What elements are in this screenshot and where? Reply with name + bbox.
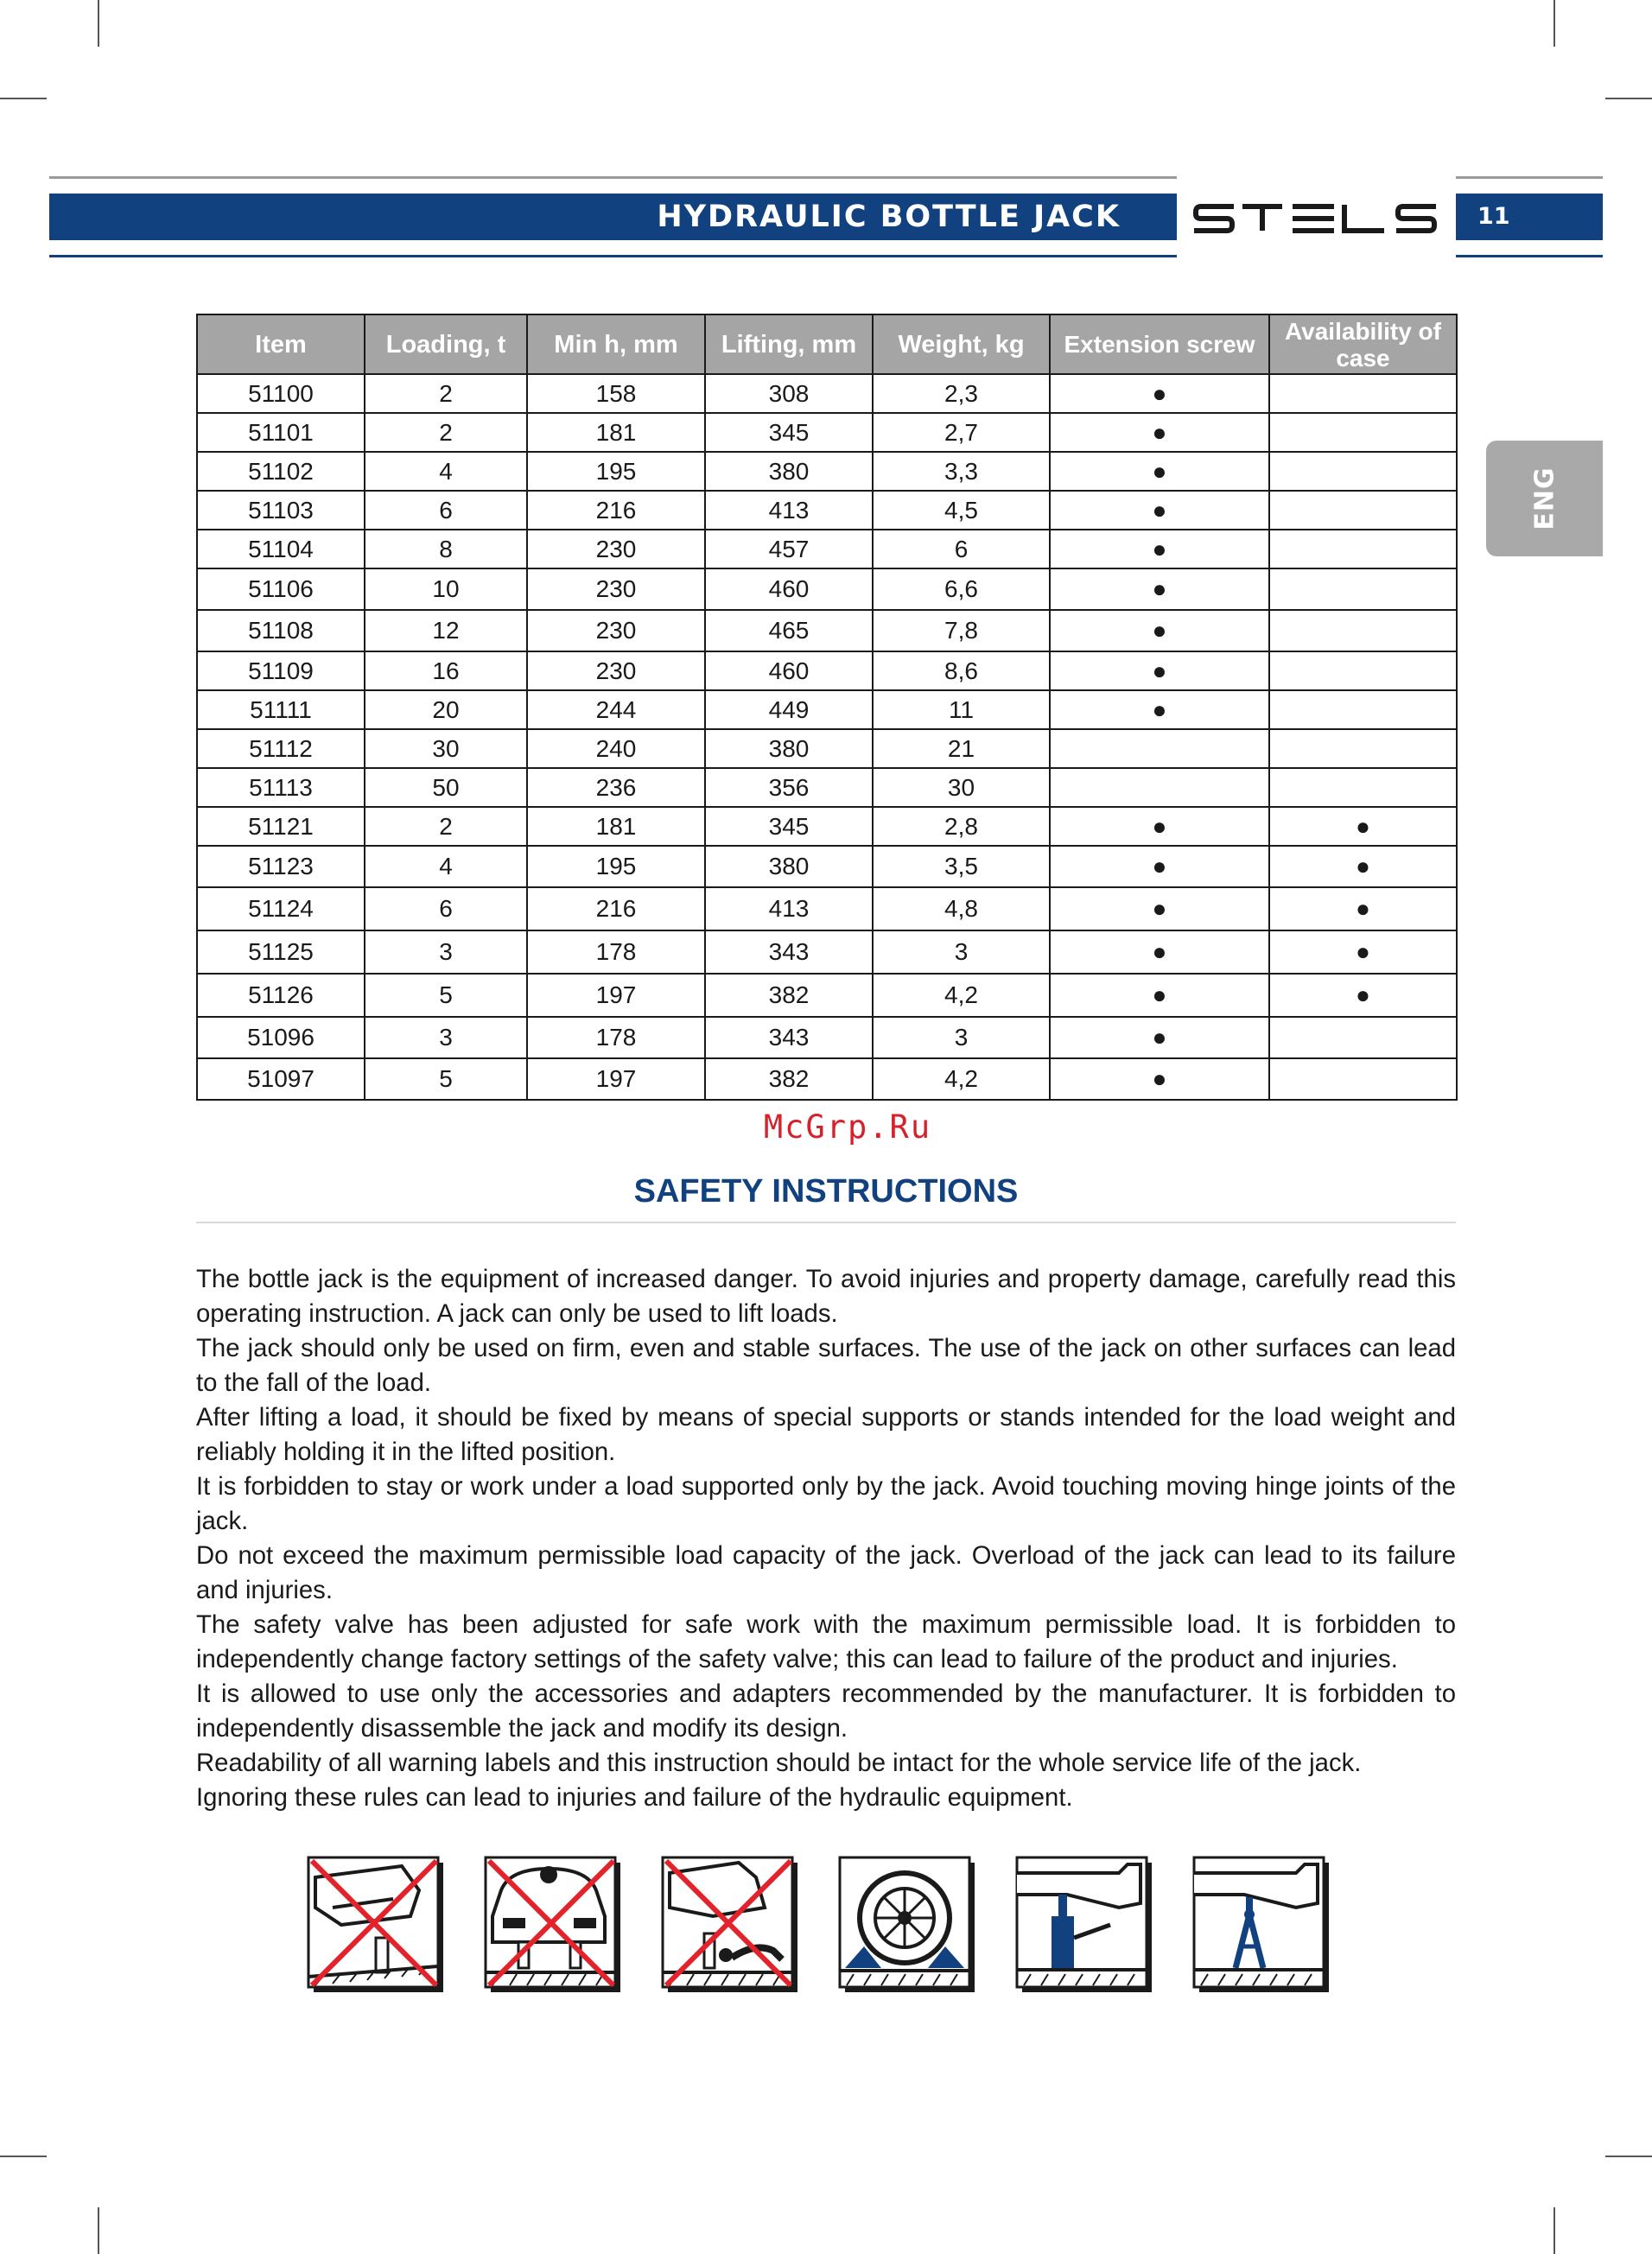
table-cell [1050,768,1269,807]
table-cell: 51106 [197,568,365,610]
table-cell: 181 [527,413,705,452]
table-row [197,374,1457,413]
table-cell: 230 [527,568,705,610]
table-cell: ● [1269,930,1457,974]
table-cell: 4 [365,452,527,491]
table-cell: 51123 [197,846,365,887]
language-tab[interactable] [1486,441,1603,556]
table-cell: ● [1050,1017,1269,1058]
table-cell: ● [1050,887,1269,930]
column-header: Min h, mm [527,314,705,374]
table-cell: 51109 [197,651,365,690]
section-rule [196,1222,1456,1223]
table-row [197,651,1457,690]
page-number: 11 [1456,194,1603,240]
table-cell: 2 [365,374,527,413]
header-rule [1456,176,1603,179]
table-cell: 216 [527,887,705,930]
brand-logo [1192,201,1439,236]
table-cell: 195 [527,452,705,491]
no-uneven-surface-icon [307,1856,436,1990]
table-cell: 51101 [197,413,365,452]
table-cell: 21 [873,729,1050,768]
section-title: SAFETY INSTRUCTIONS [633,1173,1019,1210]
table-cell: 10 [365,568,527,610]
table-cell: 6 [365,887,527,930]
table-cell: 51104 [197,530,365,568]
crop-mark [98,2207,99,2254]
table-cell: ● [1050,1058,1269,1100]
table-cell: 8 [365,530,527,568]
table-cell: ● [1050,846,1269,887]
table-row [197,846,1457,887]
safety-paragraph: It is allowed to use only the accessories and adapters recommended by the manufacturer. It is forbidden to independently disassemble the jack and modify its design. [196,1679,1456,1743]
table-row [197,887,1457,930]
safety-paragraph: After lifting a load, it should be fixed by means of special supports or stands intended for the load weight and reliably holding it in the lifted position. [196,1403,1456,1466]
table-cell [1269,651,1457,690]
table-cell: ● [1050,413,1269,452]
table-cell: 457 [705,530,873,568]
table-cell: 51102 [197,452,365,491]
axle-stand-support-icon [1192,1856,1322,1990]
watermark: McGrp.Ru [763,1108,932,1146]
safety-paragraph: Do not exceed the maximum permissible load capacity of the jack. Overload of the jack can lead to its failure and injuries. [196,1541,1456,1604]
column-header: Lifting, mm [705,314,873,374]
safety-paragraph: It is forbidden to stay or work under a load supported only by the jack. Avoid touching moving hinge joints of the jack. [196,1472,1456,1535]
table-cell: 216 [527,491,705,530]
table-cell: 3 [365,930,527,974]
table-cell [1269,452,1457,491]
table-row [197,807,1457,846]
table-row [197,1058,1457,1100]
safety-paragraph: Readability of all warning labels and this instruction should be intact for the whole service life of the jack. [196,1749,1362,1777]
table-cell: 413 [705,491,873,530]
header-rule [1456,255,1603,257]
table-cell: 195 [527,846,705,887]
safety-pictograms [307,1856,1326,1998]
crop-mark [1605,2156,1652,2157]
table-cell: 2 [365,807,527,846]
table-cell: 2 [365,413,527,452]
table-row [197,452,1457,491]
table-cell: 2,3 [873,374,1050,413]
safety-paragraph: The safety valve has been adjusted for safe work with the maximum permissible load. It is forbidden to independently change factory settings of the safety valve; this can lead to failure of the product and injuries. [196,1610,1456,1673]
table-cell: 51103 [197,491,365,530]
table-cell: 20 [365,690,527,729]
table-cell: 343 [705,930,873,974]
table-cell: 6,6 [873,568,1050,610]
table-cell: 4,5 [873,491,1050,530]
table-cell [1269,1017,1457,1058]
table-cell: 3 [365,1017,527,1058]
table-cell: 16 [365,651,527,690]
table-cell: 230 [527,610,705,651]
language-tab-label: ENG [1529,467,1560,530]
table-cell: ● [1050,374,1269,413]
table-cell: 308 [705,374,873,413]
table-cell: ● [1050,568,1269,610]
table-cell: 181 [527,807,705,846]
table-cell: 51126 [197,974,365,1017]
column-header: Weight, kg [873,314,1050,374]
table-cell: 3,5 [873,846,1050,887]
table-row [197,729,1457,768]
table-cell: ● [1050,452,1269,491]
crop-mark [1554,2207,1555,2254]
table-cell: 460 [705,568,873,610]
bottle-jack-lifting-icon [1015,1856,1145,1990]
table-cell: 178 [527,930,705,974]
crop-mark [1554,0,1555,47]
table-cell: 460 [705,651,873,690]
table-cell: 30 [873,768,1050,807]
table-cell: 50 [365,768,527,807]
table-cell [1269,1058,1457,1100]
table-row [197,768,1457,807]
safety-paragraph: The bottle jack is the equipment of increased danger. To avoid injuries and property damage, carefully read this operating instruction. A jack can only be used to lift loads. [196,1265,1456,1328]
column-header: Item [197,314,365,374]
table-cell: 382 [705,974,873,1017]
table-cell: 197 [527,974,705,1017]
table-cell: ● [1050,491,1269,530]
table-cell: 12 [365,610,527,651]
table-row [197,413,1457,452]
header-rule [49,176,1177,179]
table-cell: 380 [705,729,873,768]
table-cell: 356 [705,768,873,807]
table-cell: 236 [527,768,705,807]
column-header: Availability of case [1269,314,1457,374]
table-row [197,930,1457,974]
table-cell: 4,2 [873,974,1050,1017]
table-cell: 51100 [197,374,365,413]
table-cell: 5 [365,974,527,1017]
crop-mark [98,0,99,47]
table-cell: 230 [527,651,705,690]
crop-mark [0,2156,47,2157]
crop-mark [0,98,47,99]
table-cell: ● [1269,887,1457,930]
table-cell: 343 [705,1017,873,1058]
table-cell: 30 [365,729,527,768]
table-cell [1269,491,1457,530]
no-person-under-car-icon [484,1856,613,1990]
table-cell: ● [1050,651,1269,690]
table-cell [1269,530,1457,568]
table-cell: 11 [873,690,1050,729]
table-row [197,568,1457,610]
table-cell: 51113 [197,768,365,807]
table-cell: 345 [705,807,873,846]
table-row [197,974,1457,1017]
table-row [197,690,1457,729]
table-cell: 51124 [197,887,365,930]
table-cell: 51125 [197,930,365,974]
table-cell: 2,7 [873,413,1050,452]
table-row [197,1017,1457,1058]
table-cell: 380 [705,452,873,491]
table-cell: 413 [705,887,873,930]
table-cell: 4,2 [873,1058,1050,1100]
table-cell: ● [1050,930,1269,974]
table-cell: 3 [873,1017,1050,1058]
table-cell: 158 [527,374,705,413]
table-cell [1269,374,1457,413]
table-cell: 51097 [197,1058,365,1100]
table-cell: 51111 [197,690,365,729]
safety-paragraph: Ignoring these rules can lead to injuries and failure of the hydraulic equipment. [196,1783,1073,1812]
table-cell: 4,8 [873,887,1050,930]
table-row [197,530,1457,568]
table-cell: ● [1050,610,1269,651]
column-header: Extension screw [1050,314,1269,374]
table-cell: 8,6 [873,651,1050,690]
table-cell: 178 [527,1017,705,1058]
table-cell: 230 [527,530,705,568]
table-cell: ● [1050,974,1269,1017]
safety-paragraph: The jack should only be used on firm, even and stable surfaces. The use of the jack on other surfaces can lead to the fall of the load. [196,1334,1456,1397]
wheel-chocks-icon [838,1856,968,1990]
column-header: Loading, t [365,314,527,374]
table-cell: 5 [365,1058,527,1100]
table-cell: ● [1269,846,1457,887]
table-cell: ● [1269,974,1457,1017]
no-work-under-load-icon [661,1856,791,1990]
table-row [197,491,1457,530]
table-cell: 51121 [197,807,365,846]
spec-table [196,314,1458,1101]
table-cell [1269,610,1457,651]
table-cell: ● [1050,807,1269,846]
header-title: HYDRAULIC BOTTLE JACK [49,194,1177,240]
table-cell: 449 [705,690,873,729]
table-cell: 197 [527,1058,705,1100]
table-cell [1269,413,1457,452]
table-cell: 4 [365,846,527,887]
table-cell: 382 [705,1058,873,1100]
table-row [197,610,1457,651]
table-cell: 51112 [197,729,365,768]
table-cell: 380 [705,846,873,887]
table-cell: 6 [873,530,1050,568]
table-cell: 244 [527,690,705,729]
table-cell: 3,3 [873,452,1050,491]
table-cell: 345 [705,413,873,452]
header-rule [49,255,1177,257]
safety-text [196,1262,1456,1815]
table-cell: 7,8 [873,610,1050,651]
table-header-row [197,314,1457,374]
table-cell: 51096 [197,1017,365,1058]
table-cell [1269,568,1457,610]
table-cell [1050,729,1269,768]
table-cell: 3 [873,930,1050,974]
table-cell: 240 [527,729,705,768]
table-cell: 6 [365,491,527,530]
table-cell: ● [1269,807,1457,846]
crop-mark [1605,98,1652,99]
table-cell: 465 [705,610,873,651]
table-cell: 2,8 [873,807,1050,846]
table-cell: ● [1050,690,1269,729]
table-cell [1269,729,1457,768]
table-cell [1269,768,1457,807]
table-cell: ● [1050,530,1269,568]
table-cell [1269,690,1457,729]
table-cell: 51108 [197,610,365,651]
